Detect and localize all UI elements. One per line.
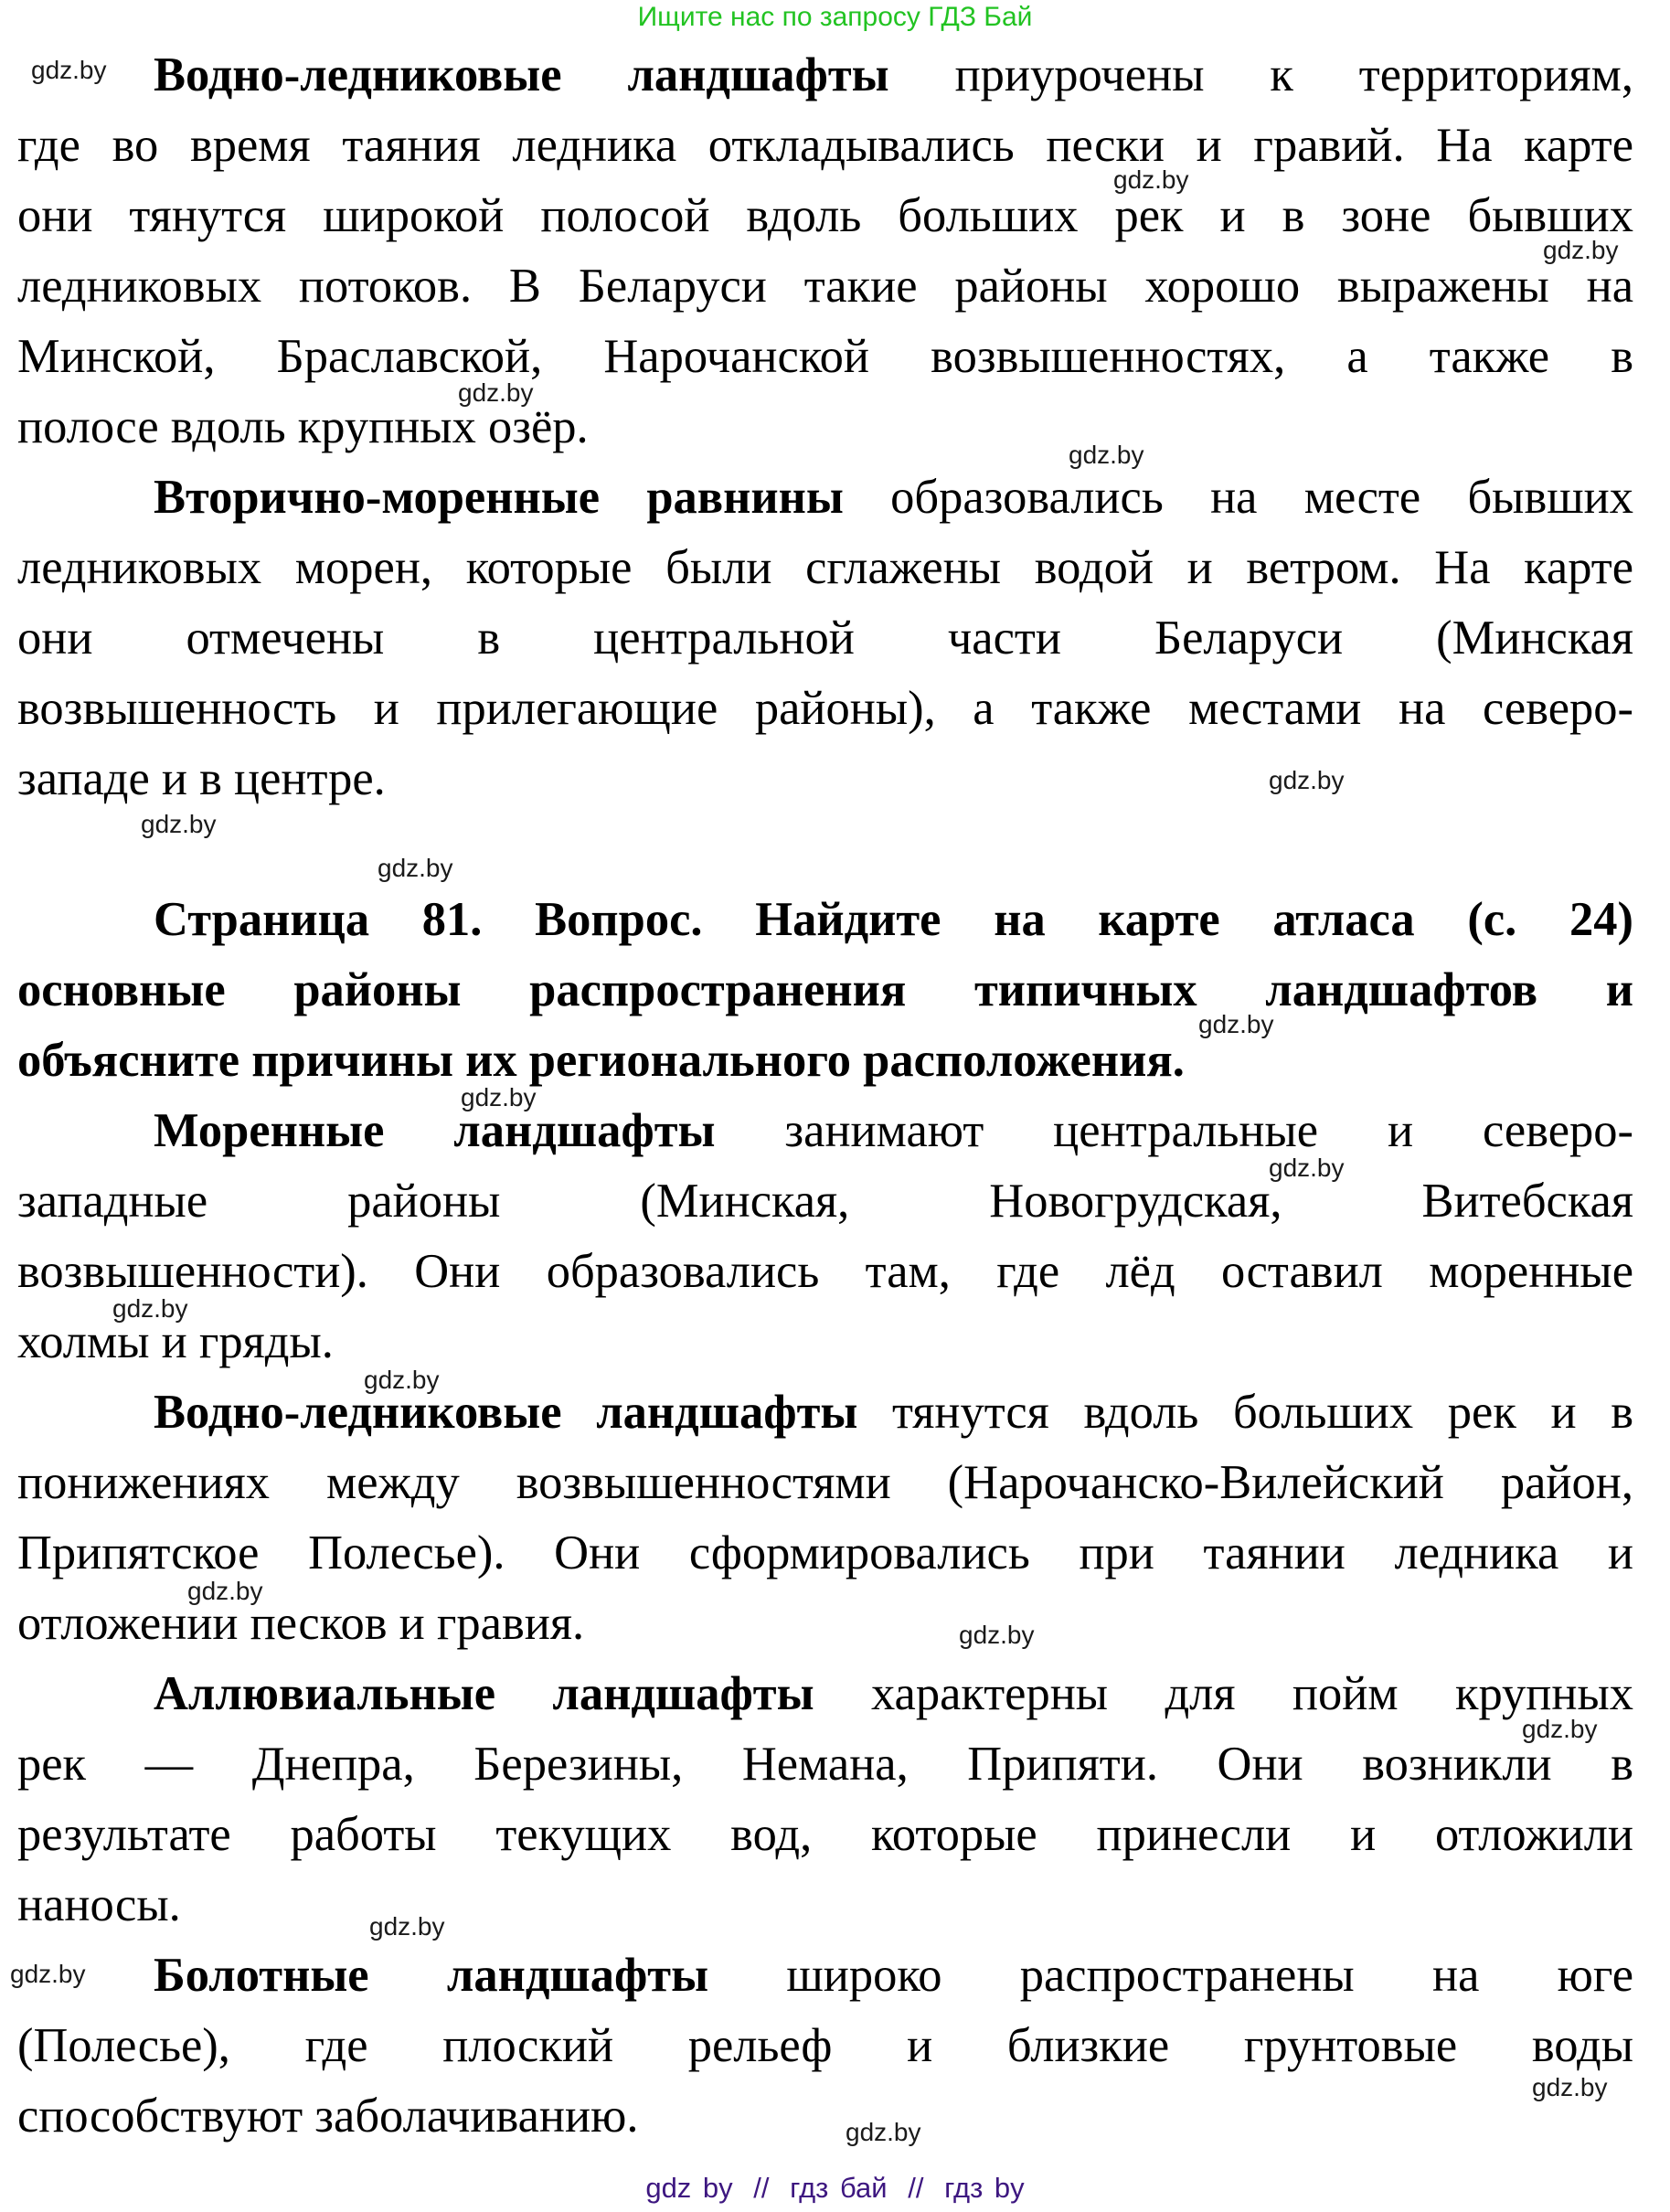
watermark-text: gdz.by bbox=[187, 1577, 263, 1605]
text-line: Болотные ландшафты широко распространены на юге bbox=[154, 1949, 1634, 2002]
text-line: способствуют заболачиванию. bbox=[17, 2090, 639, 2143]
watermark-text: gdz.by bbox=[461, 1083, 537, 1111]
term-bold: Аллювиальные ландшафты bbox=[154, 1667, 814, 1720]
text-line: Вторично-моренные равнины образовались на месте бывших bbox=[154, 471, 1634, 524]
watermark-text: gdz.by bbox=[31, 56, 107, 84]
question-line: объясните причины их регионального расположения. bbox=[17, 1034, 1185, 1087]
watermark-text: gdz.by bbox=[369, 1912, 445, 1941]
text-line: они тянутся широкой полосой вдоль больших рек и в зоне бывших bbox=[17, 189, 1633, 242]
term-bold: Водно-ледниковые ландшафты bbox=[154, 1386, 858, 1439]
footer-link-gdz-bai[interactable]: гдз бай bbox=[790, 2172, 888, 2204]
text-line: Аллювиальные ландшафты характерны для пойм крупных bbox=[154, 1667, 1633, 1720]
question-line: Страница 81. Вопрос. Найдите на карте атласа (с. 24) bbox=[154, 893, 1633, 946]
text-line: возвышенность и прилегающие районы), а также местами на северо- bbox=[17, 682, 1633, 735]
watermark-text: gdz.by bbox=[1113, 165, 1189, 194]
text-line: отложении песков и гравия. bbox=[17, 1597, 585, 1650]
footer-link-gdz-by-cyr[interactable]: гдз by bbox=[944, 2172, 1025, 2204]
text-line: они отмечены в центральной части Беларуси (Минская bbox=[17, 611, 1633, 665]
watermark-text: gdz.by bbox=[1269, 1154, 1345, 1182]
search-banner: Ищите нас по запросу ГДЗ Бай bbox=[637, 2, 1033, 32]
watermark-text: gdz.by bbox=[1532, 2073, 1608, 2101]
watermark-text: gdz.by bbox=[378, 854, 453, 882]
question-line: основные районы распространения типичных ландшафтов и bbox=[17, 963, 1633, 1016]
text-line: западе и в центре. bbox=[17, 752, 386, 805]
watermark-text: gdz.by bbox=[846, 2118, 921, 2146]
watermark-text: gdz.by bbox=[1269, 766, 1345, 794]
text-line: возвышенности). Они образовались там, где лёд оставил моренные bbox=[17, 1245, 1633, 1298]
watermark-text: gdz.by bbox=[141, 810, 217, 838]
term-bold: Моренные ландшафты bbox=[154, 1104, 716, 1157]
footer-separator: // bbox=[753, 2172, 770, 2204]
text-line: (Полесье), где плоский рельеф и близкие грунтовые воды bbox=[17, 2019, 1633, 2072]
text-line: ледниковых потоков. В Беларуси такие районы хорошо выражены на bbox=[17, 260, 1633, 313]
term-bold: Водно-ледниковые ландшафты bbox=[154, 48, 889, 101]
watermark-text: gdz.by bbox=[1198, 1010, 1274, 1038]
text-line: Водно-ледниковые ландшафты приурочены к территориям, bbox=[154, 48, 1633, 101]
text-line: Припятское Полесье). Они сформировались при таянии ледника и bbox=[17, 1526, 1633, 1579]
watermark-text: gdz.by bbox=[1543, 236, 1619, 264]
text-line: Минской, Браславской, Нарочанской возвышенностях, а также в bbox=[17, 330, 1633, 383]
text-line: понижениях между возвышенностями (Нарочанско-Вилейский район, bbox=[17, 1456, 1633, 1509]
text-line: ледниковых морен, которые были сглажены водой и ветром. На карте bbox=[17, 541, 1633, 594]
text-line: рек — Днепра, Березины, Немана, Припяти. Они возникли в bbox=[17, 1738, 1633, 1791]
footer-separator: // bbox=[908, 2172, 924, 2204]
watermark-text: gdz.by bbox=[364, 1366, 440, 1394]
term-bold: Вторично-моренные равнины bbox=[154, 471, 844, 524]
text-line: результате работы текущих вод, которые принесли и отложили bbox=[17, 1808, 1633, 1861]
text-line: полосе вдоль крупных озёр. bbox=[17, 400, 589, 453]
watermark-text: gdz.by bbox=[10, 1960, 86, 1988]
watermark-text: gdz.by bbox=[112, 1294, 188, 1323]
text-line: наносы. bbox=[17, 1878, 181, 1931]
text-line: Водно-ледниковые ландшафты тянутся вдоль больших рек и в bbox=[154, 1386, 1634, 1439]
text-line: где во время таяния ледника откладывались пески и гравий. На карте bbox=[17, 119, 1633, 172]
watermark-text: gdz.by bbox=[1522, 1715, 1598, 1743]
text-line: Моренные ландшафты занимают центральные и северо- bbox=[154, 1104, 1633, 1157]
footer-links bbox=[0, 2172, 1670, 2205]
watermark-text: gdz.by bbox=[959, 1621, 1035, 1649]
text-line: западные районы (Минская, Новогрудская, Витебская bbox=[17, 1175, 1633, 1228]
watermark-text: gdz.by bbox=[458, 378, 534, 407]
term-bold: Болотные ландшафты bbox=[154, 1949, 709, 2002]
watermark-text: gdz.by bbox=[1069, 441, 1144, 469]
text-line: холмы и гряды. bbox=[17, 1315, 334, 1368]
footer-link-gdz-by[interactable]: gdz by bbox=[645, 2172, 733, 2204]
